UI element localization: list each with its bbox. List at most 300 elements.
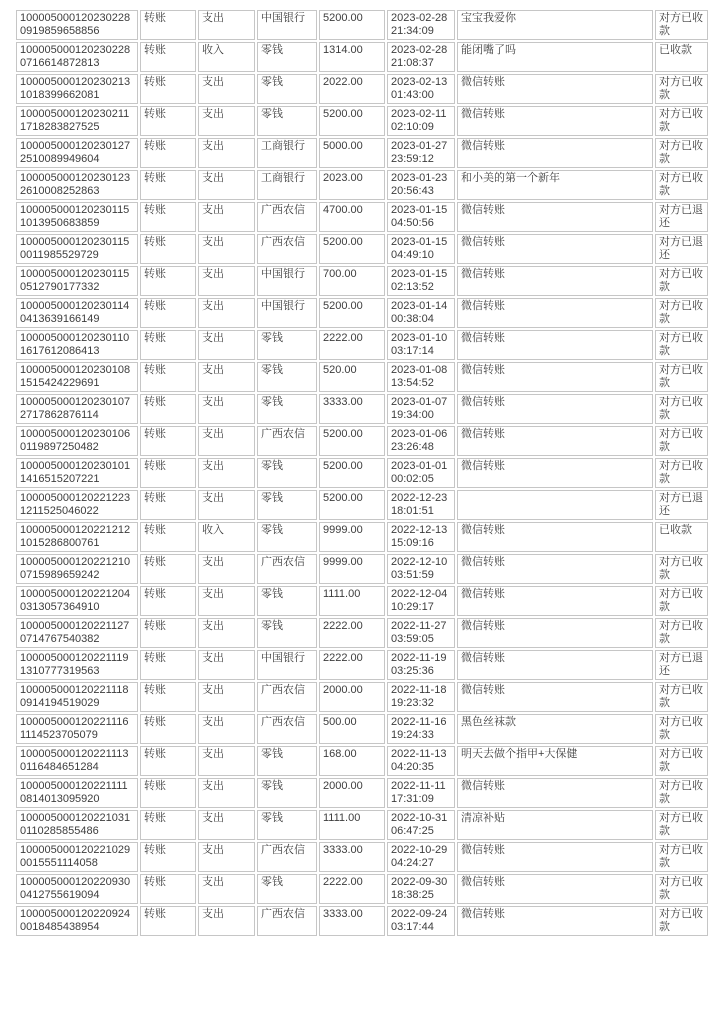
status-cell: 对方已收款: [655, 266, 708, 296]
transaction-id-line2: 0110285855486: [20, 825, 99, 837]
amount-cell: 168.00: [319, 746, 385, 776]
transaction-type-cell: 转账: [140, 298, 196, 328]
direction-cell: 支出: [198, 554, 255, 584]
note-cell: 微信转账: [457, 330, 653, 360]
note-cell: 微信转账: [457, 202, 653, 232]
transaction-id-cell: [16, 746, 138, 776]
transaction-id-cell: [16, 714, 138, 744]
table-row: [16, 842, 708, 872]
datetime-cell: [387, 394, 455, 424]
table-row: [16, 650, 708, 680]
transaction-id-line2: 0714767540382: [20, 633, 100, 645]
transaction-type-cell: 转账: [140, 10, 196, 40]
note-cell: 微信转账: [457, 138, 653, 168]
amount-cell: 500.00: [319, 714, 385, 744]
payment-method-cell: 零钱: [257, 394, 317, 424]
transaction-type-cell: 转账: [140, 234, 196, 264]
transaction-id-line2: 1515424229691: [20, 377, 100, 389]
transaction-id-cell: [16, 170, 138, 200]
payment-method-cell: 中国银行: [257, 650, 317, 680]
transaction-type-cell: 转账: [140, 394, 196, 424]
transaction-id-line1: 100005000120221119: [20, 652, 129, 664]
time-line: 04:24:27: [391, 857, 434, 869]
transaction-type-cell: 转账: [140, 778, 196, 808]
transaction-type-cell: 转账: [140, 458, 196, 488]
time-line: 20:56:43: [391, 185, 434, 197]
transaction-type-cell: 转账: [140, 746, 196, 776]
date-line: 2023-01-10: [391, 332, 448, 344]
transaction-id-line2: 1718283827525: [20, 121, 100, 133]
transaction-id-line2: 0116484651284: [20, 761, 99, 773]
table-row: [16, 810, 708, 840]
note-cell: 微信转账: [457, 682, 653, 712]
payment-method-cell: 工商银行: [257, 138, 317, 168]
status-cell: 对方已收款: [655, 426, 708, 456]
transaction-id-line1: 100005000120221113: [20, 748, 129, 760]
datetime-cell: [387, 138, 455, 168]
time-line: 00:02:05: [391, 473, 434, 485]
datetime-cell: [387, 842, 455, 872]
payment-method-cell: 零钱: [257, 330, 317, 360]
datetime-cell: [387, 714, 455, 744]
note-cell: 微信转账: [457, 394, 653, 424]
transaction-id-cell: [16, 330, 138, 360]
amount-cell: 2222.00: [319, 330, 385, 360]
time-line: 03:25:36: [391, 665, 434, 677]
transaction-id-line1: 100005000120221118: [20, 684, 129, 696]
transaction-id-line1: 100005000120230115: [20, 236, 130, 248]
transaction-id-line2: 1018399662081: [20, 89, 100, 101]
direction-cell: 支出: [198, 618, 255, 648]
transaction-type-cell: 转账: [140, 202, 196, 232]
table-row: [16, 266, 708, 296]
note-cell: 微信转账: [457, 554, 653, 584]
date-line: 2023-01-15: [391, 204, 448, 216]
amount-cell: 520.00: [319, 362, 385, 392]
transaction-type-cell: 转账: [140, 906, 196, 936]
transaction-id-line2: 1310777319563: [20, 665, 100, 677]
time-line: 17:31:09: [391, 793, 434, 805]
direction-cell: 收入: [198, 522, 255, 552]
transaction-type-cell: 转账: [140, 682, 196, 712]
transaction-id-line1: 100005000120230114: [20, 300, 130, 312]
transaction-type-cell: 转账: [140, 266, 196, 296]
time-line: 18:01:51: [391, 505, 434, 517]
note-cell: 和小美的第一个新年: [457, 170, 653, 200]
transaction-id-line1: 100005000120230107: [20, 396, 131, 408]
note-cell: 微信转账: [457, 522, 653, 552]
status-cell: 对方已收款: [655, 618, 708, 648]
datetime-cell: [387, 10, 455, 40]
datetime-cell: [387, 810, 455, 840]
datetime-cell: [387, 362, 455, 392]
payment-method-cell: 零钱: [257, 874, 317, 904]
transaction-id-line1: 100005000120221212: [20, 524, 131, 536]
transaction-id-line1: 100005000120230108: [20, 364, 131, 376]
date-line: 2023-02-28: [391, 12, 448, 24]
payment-method-cell: 零钱: [257, 778, 317, 808]
payment-method-cell: 广西农信: [257, 842, 317, 872]
transaction-id-line1: 100005000120221111: [20, 780, 128, 792]
date-line: 2022-11-11: [391, 780, 446, 792]
table-row: [16, 682, 708, 712]
amount-cell: 4700.00: [319, 202, 385, 232]
status-cell: 对方已收款: [655, 682, 708, 712]
time-line: 19:24:33: [391, 729, 434, 741]
table-row: [16, 906, 708, 936]
transaction-type-cell: 转账: [140, 522, 196, 552]
status-cell: 对方已收款: [655, 746, 708, 776]
note-cell: 微信转账: [457, 74, 653, 104]
payment-method-cell: 零钱: [257, 522, 317, 552]
transaction-type-cell: 转账: [140, 810, 196, 840]
time-line: 02:10:09: [391, 121, 434, 133]
payment-method-cell: 广西农信: [257, 682, 317, 712]
transaction-id-line2: 1617612086413: [20, 345, 100, 357]
status-cell: 对方已退还: [655, 234, 708, 264]
transaction-id-line2: 2717862876114: [20, 409, 99, 421]
transaction-type-cell: 转账: [140, 362, 196, 392]
date-line: 2022-11-19: [391, 652, 447, 664]
direction-cell: 支出: [198, 170, 255, 200]
status-cell: 已收款: [655, 42, 708, 72]
direction-cell: 支出: [198, 842, 255, 872]
table-row: [16, 874, 708, 904]
payment-method-cell: 零钱: [257, 746, 317, 776]
transaction-id-cell: [16, 778, 138, 808]
transaction-id-line1: 100005000120230115: [20, 204, 130, 216]
amount-cell: 2222.00: [319, 650, 385, 680]
datetime-cell: [387, 74, 455, 104]
transaction-id-line1: 100005000120230101: [20, 460, 131, 472]
transaction-id-line2: 0919859658856: [20, 25, 100, 37]
transaction-id-cell: [16, 682, 138, 712]
datetime-cell: [387, 906, 455, 936]
time-line: 21:34:09: [391, 25, 434, 37]
note-cell: 宝宝我爱你: [457, 10, 653, 40]
table-row: [16, 202, 708, 232]
time-line: 03:59:05: [391, 633, 434, 645]
transaction-id-cell: [16, 74, 138, 104]
amount-cell: 5000.00: [319, 138, 385, 168]
datetime-cell: [387, 202, 455, 232]
transaction-type-cell: 转账: [140, 426, 196, 456]
note-cell: 微信转账: [457, 362, 653, 392]
amount-cell: 2023.00: [319, 170, 385, 200]
transaction-id-cell: [16, 554, 138, 584]
amount-cell: 1111.00: [319, 586, 385, 616]
amount-cell: 2222.00: [319, 874, 385, 904]
transaction-type-cell: 转账: [140, 618, 196, 648]
status-cell: 对方已收款: [655, 362, 708, 392]
date-line: 2023-01-23: [391, 172, 448, 184]
table-row: [16, 106, 708, 136]
transaction-type-cell: 转账: [140, 170, 196, 200]
transaction-type-cell: 转账: [140, 42, 196, 72]
note-cell: 微信转账: [457, 586, 653, 616]
transaction-type-cell: 转账: [140, 490, 196, 520]
note-cell: 明天去做个指甲+大保健: [457, 746, 653, 776]
amount-cell: 2222.00: [319, 618, 385, 648]
direction-cell: 支出: [198, 362, 255, 392]
transaction-id-line1: 100005000120221029: [20, 844, 131, 856]
direction-cell: 支出: [198, 138, 255, 168]
status-cell: 对方已收款: [655, 458, 708, 488]
status-cell: 对方已收款: [655, 170, 708, 200]
transaction-id-line2: 0011985529729: [20, 249, 99, 261]
date-line: 2022-10-31: [391, 812, 448, 824]
payment-method-cell: 广西农信: [257, 202, 317, 232]
amount-cell: 5200.00: [319, 458, 385, 488]
table-row: [16, 778, 708, 808]
time-line: 15:09:16: [391, 537, 434, 549]
time-line: 00:38:04: [391, 313, 434, 325]
payment-method-cell: 零钱: [257, 586, 317, 616]
transaction-id-line1: 100005000120230115: [20, 268, 130, 280]
direction-cell: 支出: [198, 330, 255, 360]
table-row: [16, 234, 708, 264]
datetime-cell: [387, 618, 455, 648]
note-cell: 微信转账: [457, 266, 653, 296]
time-line: 04:50:56: [391, 217, 434, 229]
time-line: 21:08:37: [391, 57, 434, 69]
direction-cell: 支出: [198, 10, 255, 40]
status-cell: 对方已收款: [655, 810, 708, 840]
payment-method-cell: 零钱: [257, 106, 317, 136]
status-cell: 对方已收款: [655, 906, 708, 936]
time-line: 10:29:17: [391, 601, 434, 613]
table-row: [16, 170, 708, 200]
amount-cell: 5200.00: [319, 106, 385, 136]
transaction-id-line1: 100005000120221127: [20, 620, 130, 632]
direction-cell: 支出: [198, 490, 255, 520]
table-row: [16, 330, 708, 360]
transaction-id-line1: 100005000120230110: [20, 332, 130, 344]
transaction-id-line1: 100005000120220930: [20, 876, 131, 888]
amount-cell: 2000.00: [319, 778, 385, 808]
payment-method-cell: 广西农信: [257, 234, 317, 264]
date-line: 2023-01-15: [391, 268, 448, 280]
table-row: [16, 42, 708, 72]
amount-cell: 9999.00: [319, 554, 385, 584]
transaction-type-cell: 转账: [140, 330, 196, 360]
amount-cell: 5200.00: [319, 10, 385, 40]
transaction-id-line1: 100005000120230127: [20, 140, 131, 152]
direction-cell: 支出: [198, 810, 255, 840]
time-line: 23:26:48: [391, 441, 434, 453]
transaction-id-line1: 100005000120220924: [20, 908, 131, 920]
transaction-id-line1: 100005000120221116: [20, 716, 129, 728]
payment-method-cell: 广西农信: [257, 714, 317, 744]
date-line: 2023-01-06: [391, 428, 448, 440]
datetime-cell: [387, 458, 455, 488]
transaction-records-table: [14, 8, 710, 938]
datetime-cell: [387, 778, 455, 808]
direction-cell: 支出: [198, 906, 255, 936]
date-line: 2022-11-18: [391, 684, 447, 696]
transaction-id-line2: 1211525046022: [20, 505, 99, 517]
transaction-id-cell: [16, 458, 138, 488]
time-line: 23:59:12: [391, 153, 434, 165]
transaction-type-cell: 转账: [140, 74, 196, 104]
transaction-id-line1: 100005000120221210: [20, 556, 131, 568]
amount-cell: 5200.00: [319, 426, 385, 456]
transaction-id-line1: 100005000120230106: [20, 428, 131, 440]
date-line: 2023-01-15: [391, 236, 448, 248]
table-row: [16, 362, 708, 392]
payment-method-cell: 中国银行: [257, 266, 317, 296]
transaction-type-cell: 转账: [140, 138, 196, 168]
transaction-id-cell: [16, 906, 138, 936]
transaction-type-cell: 转账: [140, 554, 196, 584]
direction-cell: 支出: [198, 650, 255, 680]
time-line: 03:17:14: [391, 345, 434, 357]
status-cell: 对方已退还: [655, 202, 708, 232]
transaction-id-cell: [16, 810, 138, 840]
date-line: 2022-12-10: [391, 556, 448, 568]
table-row: [16, 490, 708, 520]
payment-method-cell: 零钱: [257, 74, 317, 104]
table-row: [16, 394, 708, 424]
table-row: [16, 554, 708, 584]
amount-cell: 2000.00: [319, 682, 385, 712]
note-cell: [457, 490, 653, 520]
payment-method-cell: 工商银行: [257, 170, 317, 200]
transaction-id-cell: [16, 650, 138, 680]
time-line: 19:34:00: [391, 409, 434, 421]
note-cell: 微信转账: [457, 874, 653, 904]
date-line: 2023-02-13: [391, 76, 448, 88]
time-line: 04:49:10: [391, 249, 434, 261]
amount-cell: 700.00: [319, 266, 385, 296]
status-cell: 对方已收款: [655, 394, 708, 424]
date-line: 2022-10-29: [391, 844, 448, 856]
table-row: [16, 586, 708, 616]
transaction-id-line2: 0119897250482: [20, 441, 99, 453]
transaction-id-cell: [16, 106, 138, 136]
direction-cell: 支出: [198, 874, 255, 904]
amount-cell: 5200.00: [319, 234, 385, 264]
direction-cell: 支出: [198, 426, 255, 456]
direction-cell: 支出: [198, 202, 255, 232]
datetime-cell: [387, 106, 455, 136]
time-line: 01:43:00: [391, 89, 434, 101]
status-cell: 对方已收款: [655, 74, 708, 104]
datetime-cell: [387, 330, 455, 360]
transaction-id-line1: 100005000120230228: [20, 44, 131, 56]
transaction-id-line1: 100005000120230228: [20, 12, 131, 24]
table-row: [16, 426, 708, 456]
table-row: [16, 138, 708, 168]
transaction-type-cell: 转账: [140, 106, 196, 136]
direction-cell: 支出: [198, 586, 255, 616]
datetime-cell: [387, 266, 455, 296]
transaction-id-line2: 0512790177332: [20, 281, 100, 293]
note-cell: 微信转账: [457, 618, 653, 648]
datetime-cell: [387, 746, 455, 776]
transaction-id-line2: 2610008252863: [20, 185, 100, 197]
transaction-id-line1: 100005000120221204: [20, 588, 131, 600]
time-line: 04:20:35: [391, 761, 434, 773]
transaction-id-cell: [16, 586, 138, 616]
amount-cell: 2022.00: [319, 74, 385, 104]
date-line: 2023-01-07: [391, 396, 448, 408]
date-line: 2022-09-30: [391, 876, 448, 888]
payment-method-cell: 零钱: [257, 42, 317, 72]
datetime-cell: [387, 170, 455, 200]
direction-cell: 支出: [198, 458, 255, 488]
note-cell: 微信转账: [457, 842, 653, 872]
transaction-id-cell: [16, 266, 138, 296]
amount-cell: 5200.00: [319, 490, 385, 520]
datetime-cell: [387, 682, 455, 712]
datetime-cell: [387, 586, 455, 616]
transaction-id-line2: 1013950683859: [20, 217, 100, 229]
datetime-cell: [387, 42, 455, 72]
date-line: 2023-01-01: [391, 460, 448, 472]
transaction-id-line2: 0313057364910: [20, 601, 100, 613]
table-row: [16, 298, 708, 328]
transaction-id-line2: 0715989659242: [20, 569, 100, 581]
status-cell: 对方已收款: [655, 330, 708, 360]
status-cell: 对方已收款: [655, 874, 708, 904]
datetime-cell: [387, 650, 455, 680]
status-cell: 已收款: [655, 522, 708, 552]
transaction-id-cell: [16, 202, 138, 232]
time-line: 06:47:25: [391, 825, 434, 837]
table-row: [16, 74, 708, 104]
direction-cell: 支出: [198, 298, 255, 328]
status-cell: 对方已收款: [655, 106, 708, 136]
status-cell: 对方已收款: [655, 842, 708, 872]
direction-cell: 支出: [198, 394, 255, 424]
payment-method-cell: 中国银行: [257, 298, 317, 328]
status-cell: 对方已收款: [655, 586, 708, 616]
status-cell: 对方已退还: [655, 650, 708, 680]
date-line: 2023-02-28: [391, 44, 448, 56]
table-row: [16, 714, 708, 744]
transaction-id-cell: [16, 234, 138, 264]
note-cell: 微信转账: [457, 298, 653, 328]
table-row: [16, 10, 708, 40]
status-cell: 对方已收款: [655, 714, 708, 744]
direction-cell: 支出: [198, 778, 255, 808]
payment-method-cell: 广西农信: [257, 426, 317, 456]
amount-cell: 3333.00: [319, 394, 385, 424]
datetime-cell: [387, 554, 455, 584]
date-line: 2023-01-27: [391, 140, 448, 152]
transaction-id-cell: [16, 842, 138, 872]
direction-cell: 支出: [198, 106, 255, 136]
transaction-id-cell: [16, 394, 138, 424]
time-line: 03:51:59: [391, 569, 434, 581]
transaction-type-cell: 转账: [140, 586, 196, 616]
status-cell: 对方已收款: [655, 778, 708, 808]
transaction-id-cell: [16, 138, 138, 168]
transaction-type-cell: 转账: [140, 842, 196, 872]
note-cell: 微信转账: [457, 778, 653, 808]
table-row: [16, 618, 708, 648]
status-cell: 对方已收款: [655, 298, 708, 328]
transaction-type-cell: 转账: [140, 874, 196, 904]
datetime-cell: [387, 874, 455, 904]
transaction-id-line2: 0716614872813: [20, 57, 100, 69]
payment-method-cell: 零钱: [257, 618, 317, 648]
transaction-id-cell: [16, 426, 138, 456]
transaction-id-cell: [16, 10, 138, 40]
transaction-id-cell: [16, 874, 138, 904]
transaction-id-cell: [16, 42, 138, 72]
